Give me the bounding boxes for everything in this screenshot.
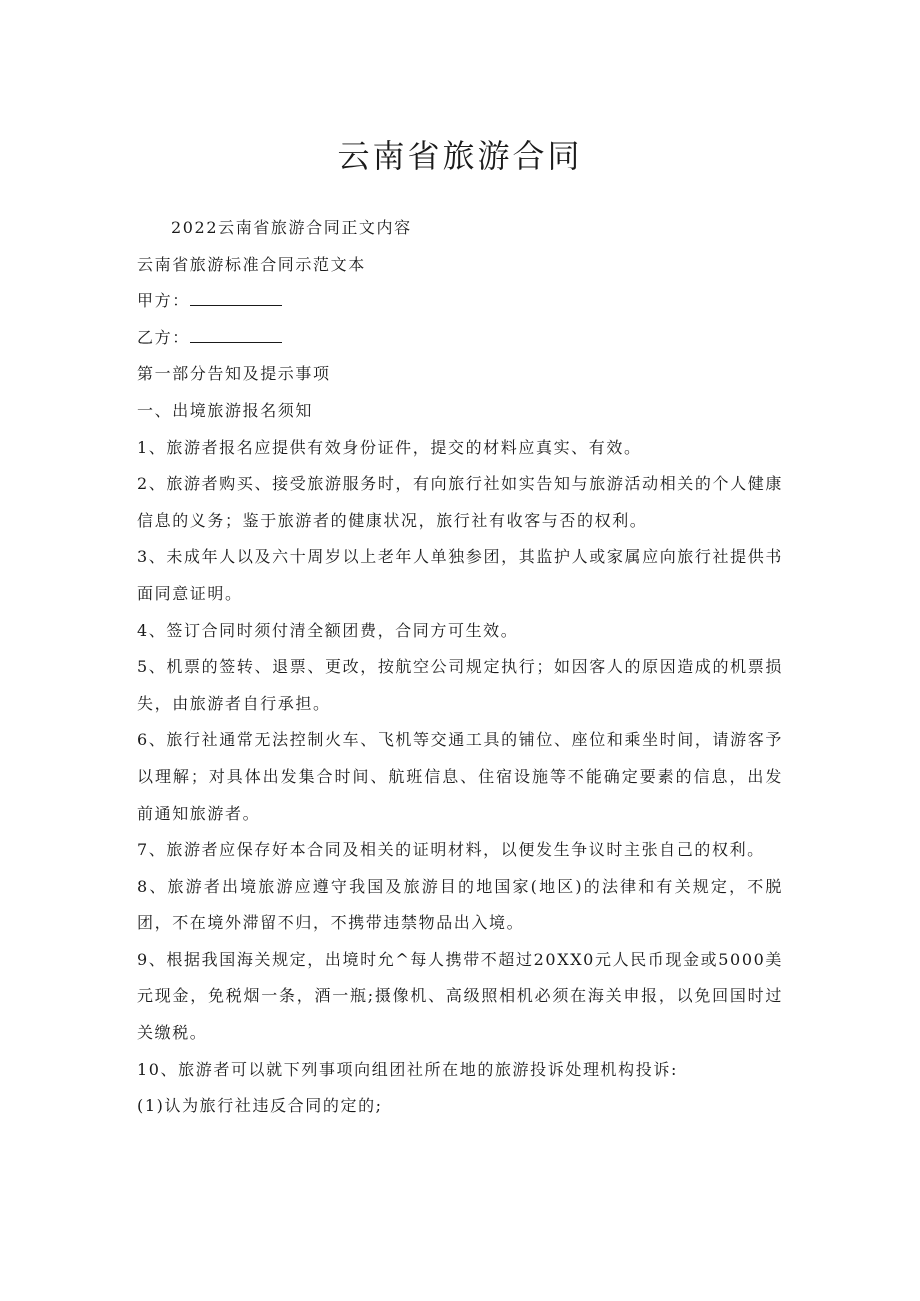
item-3: 3、未成年人以及六十周岁以上老年人单独参团，其监护人或家属应向旅行社提供书面同意证明。: [137, 547, 783, 603]
party-a-blank: [190, 289, 282, 306]
item-1: 1、旅游者报名应提供有效身份证件，提交的材料应真实、有效。: [137, 437, 642, 457]
item-10: 10、旅游者可以就下列事项向组团社所在地的旅游投诉处理机构投诉:: [137, 1059, 678, 1079]
item-4: 4、签订合同时须付清全额团费，合同方可生效。: [137, 620, 519, 640]
template-name-line: 云南省旅游标准合同示范文本: [137, 254, 366, 274]
item-9: 9、根据我国海关规定，出境时允^每人携带不超过20XX0元人民币现金或5000美元现金，免税烟一条，酒一瓶;摄像机、高级照相机必须在海关申报，以免回国时过关缴税。: [137, 949, 783, 1043]
document-title: 云南省旅游合同: [337, 137, 583, 175]
party-b-label: 乙方：: [137, 327, 190, 347]
document-body: [137, 210, 783, 1125]
party-a-line: [137, 283, 783, 320]
part-one-heading: 第一部分告知及提示事项: [137, 364, 331, 384]
item-7: 7、旅游者应保存好本合同及相关的证明材料，以便发生争议时主张自己的权利。: [137, 840, 765, 860]
subtitle-line: 2022云南省旅游合同正文内容: [171, 218, 412, 237]
party-b-line: [137, 320, 783, 357]
item-5: 5、机票的签转、退票、更改，按航空公司规定执行；如因客人的原因造成的机票损失，由旅游者自行承担。: [137, 657, 783, 713]
party-a-label: 甲方：: [137, 291, 190, 311]
party-b-blank: [190, 326, 282, 343]
section-one-heading: 一、出境旅游报名须知: [137, 400, 314, 420]
item-8: 8、旅游者出境旅游应遵守我国及旅游目的地国家(地区)的法律和有关规定，不脱团，不在境外滞留不归，不携带违禁物品出入境。: [137, 876, 783, 933]
item-2: 2、旅游者购买、接受旅游服务时，有向旅行社如实告知与旅游活动相关的个人健康信息的义务；鉴于旅游者的健康状况，旅行社有收客与否的权利。: [137, 474, 783, 530]
item-10-sub-1: (1)认为旅行社违反合同的定的;: [137, 1096, 383, 1116]
item-6: 6、旅行社通常无法控制火车、飞机等交通工具的铺位、座位和乘坐时间，请游客予以理解；对具体出发集合时间、航班信息、住宿设施等不能确定要素的信息，出发前通知旅游者。: [137, 730, 783, 823]
